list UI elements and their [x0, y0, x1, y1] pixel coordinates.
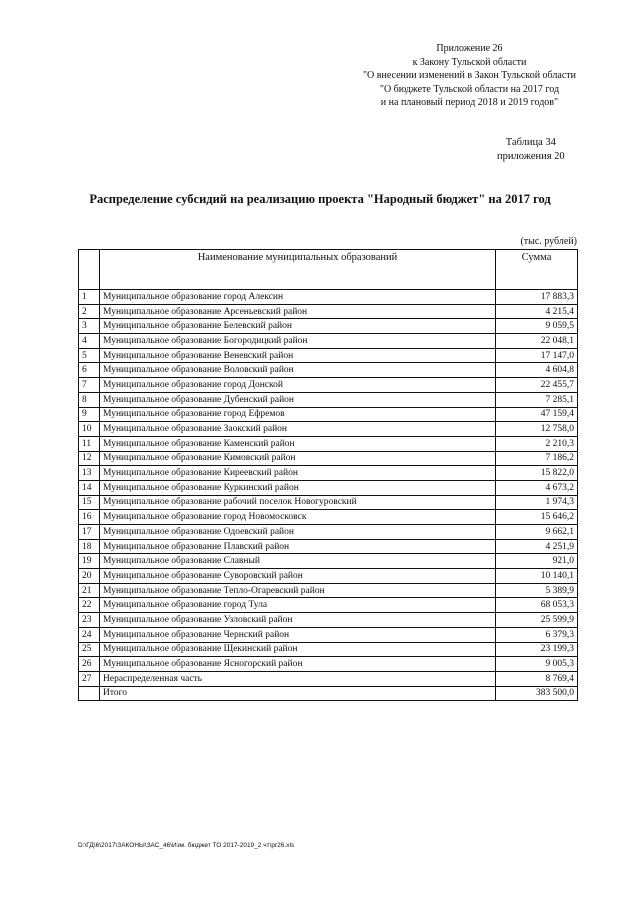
row-number-cell: 6: [79, 363, 100, 378]
row-number-cell: 10: [79, 422, 100, 437]
row-name-cell: Нераспределенная часть: [100, 671, 496, 686]
row-number-cell: 8: [79, 392, 100, 407]
table-row: [79, 407, 578, 422]
row-sum-cell: 4 251,9: [496, 539, 578, 554]
row-number-cell: 1: [79, 290, 100, 305]
units-label: (тыс. рублей): [520, 236, 577, 247]
row-name-cell: Муниципальное образование Чернский район: [100, 627, 496, 642]
row-name-cell: Муниципальное образование Кимовский район: [100, 451, 496, 466]
row-name-cell: Муниципальное образование город Тула: [100, 598, 496, 613]
row-number-cell: 12: [79, 451, 100, 466]
row-number-cell: 25: [79, 642, 100, 657]
file-path-footer: D:\ГД\6\2017\ЗАКОНЫ\ЗАС_46\Изм. бюджет ТО 2017-2019_2 чт\pr26.xls: [78, 842, 295, 849]
table-row: [79, 480, 578, 495]
row-number-cell: 24: [79, 627, 100, 642]
header-line: и на плановый период 2018 и 2019 годов": [380, 97, 559, 108]
row-sum-cell: 22 048,1: [496, 334, 578, 349]
row-sum-cell: 6 379,3: [496, 627, 578, 642]
row-name-cell: Муниципальное образование Киреевский район: [100, 466, 496, 481]
table-row: [79, 378, 578, 393]
row-sum-cell: 8 769,4: [496, 671, 578, 686]
row-name-cell: Муниципальное образование Веневский район: [100, 348, 496, 363]
row-sum-cell: 383 500,0: [496, 686, 578, 701]
table-row: [79, 363, 578, 378]
row-name-cell: Муниципальное образование Суворовский район: [100, 569, 496, 584]
header-number-cell: [79, 250, 100, 290]
row-name-cell: Муниципальное образование город Донской: [100, 378, 496, 393]
table-row: [79, 510, 578, 525]
row-number-cell: 18: [79, 539, 100, 554]
table-row: [79, 466, 578, 481]
row-number-cell: 11: [79, 436, 100, 451]
row-name-cell: Муниципальное образование Каменский район: [100, 436, 496, 451]
row-name-cell: Муниципальное образование Дубенский район: [100, 392, 496, 407]
row-name-cell: Муниципальное образование рабочий поселок Новогуровский: [100, 495, 496, 510]
row-name-cell: Муниципальное образование Плавский район: [100, 539, 496, 554]
row-number-cell: 21: [79, 583, 100, 598]
row-name-cell: Муниципальное образование Одоевский район: [100, 525, 496, 540]
row-name-cell: Муниципальное образование Богородицкий район: [100, 334, 496, 349]
row-name-cell: Муниципальное образование Куркинский район: [100, 480, 496, 495]
row-number-cell: 13: [79, 466, 100, 481]
row-number-cell: 27: [79, 671, 100, 686]
row-name-cell: Муниципальное образование Воловский район: [100, 363, 496, 378]
header-line: "О бюджете Тульской области на 2017 год: [379, 83, 560, 95]
row-name-cell: Итого: [100, 686, 496, 701]
row-sum-cell: 23 199,3: [496, 642, 578, 657]
table-row: [79, 290, 578, 305]
row-name-cell: Муниципальное образование Тепло-Огаревский район: [100, 583, 496, 598]
row-name-cell: Муниципальное образование Узловский район: [100, 613, 496, 628]
subsidy-table: [78, 249, 578, 701]
row-sum-cell: 7 285,1: [496, 392, 578, 407]
row-sum-cell: 4 673,2: [496, 480, 578, 495]
page-title: Распределение субсидий на реализацию проекта "Народный бюджет" на 2017 год: [89, 192, 551, 206]
row-name-cell: Муниципальное образование Щекинский район: [100, 642, 496, 657]
row-number-cell: 20: [79, 569, 100, 584]
row-sum-cell: 10 140,1: [496, 569, 578, 584]
table-row: [79, 422, 578, 437]
header-line: "О внесении изменений в Закон Тульской области: [362, 70, 576, 81]
row-number-cell: 26: [79, 657, 100, 672]
row-sum-cell: 68 053,3: [496, 598, 578, 613]
table-row: [79, 671, 578, 686]
header-sum-cell: Сумма: [496, 250, 578, 290]
row-name-cell: Муниципальное образование город Алексин: [100, 290, 496, 305]
appendix-reference: приложения 20: [497, 151, 565, 162]
row-sum-cell: 4 604,8: [496, 363, 578, 378]
row-number-cell: 5: [79, 348, 100, 363]
header-line: к Закону Тульской области: [412, 56, 527, 68]
row-sum-cell: 4 215,4: [496, 304, 578, 319]
row-name-cell: Муниципальное образование Белевский район: [100, 319, 496, 334]
row-sum-cell: 15 646,2: [496, 510, 578, 525]
row-sum-cell: 22 455,7: [496, 378, 578, 393]
table-row: [79, 598, 578, 613]
row-name-cell: Муниципальное образование город Новомосковск: [100, 510, 496, 525]
row-sum-cell: 9 059,5: [496, 319, 578, 334]
table-row: [79, 686, 578, 701]
row-number-cell: 14: [79, 480, 100, 495]
table-row: [79, 436, 578, 451]
row-sum-cell: 7 186,2: [496, 451, 578, 466]
row-sum-cell: 25 599,9: [496, 613, 578, 628]
row-number-cell: 22: [79, 598, 100, 613]
row-number-cell: 17: [79, 525, 100, 540]
row-sum-cell: 1 974,3: [496, 495, 578, 510]
table-body: [79, 290, 578, 701]
row-number-cell: 7: [79, 378, 100, 393]
table-row: [79, 451, 578, 466]
table-header-row: [79, 250, 578, 290]
table-row: [79, 554, 578, 569]
table-row: [79, 539, 578, 554]
table-row: [79, 334, 578, 349]
row-number-cell: 23: [79, 613, 100, 628]
table-row: [79, 642, 578, 657]
row-sum-cell: 2 210,3: [496, 436, 578, 451]
row-number-cell: [79, 686, 100, 701]
table-row: [79, 319, 578, 334]
row-number-cell: 9: [79, 407, 100, 422]
row-name-cell: Муниципальное образование Заокский район: [100, 422, 496, 437]
table-row: [79, 392, 578, 407]
row-name-cell: Муниципальное образование Славный: [100, 554, 496, 569]
row-sum-cell: 921,0: [496, 554, 578, 569]
row-number-cell: 3: [79, 319, 100, 334]
appendix-header: [363, 42, 576, 110]
row-number-cell: 15: [79, 495, 100, 510]
row-name-cell: Муниципальное образование Арсеньевский район: [100, 304, 496, 319]
row-sum-cell: 17 147,0: [496, 348, 578, 363]
table-row: [79, 304, 578, 319]
row-number-cell: 4: [79, 334, 100, 349]
header-line: Приложение 26: [436, 43, 503, 54]
row-name-cell: Муниципальное образование город Ефремов: [100, 407, 496, 422]
table-row: [79, 569, 578, 584]
header-name-cell: Наименование муниципальных образований: [100, 250, 496, 290]
row-number-cell: 2: [79, 304, 100, 319]
table-number: Таблица 34: [505, 137, 556, 148]
row-sum-cell: 17 883,3: [496, 290, 578, 305]
table-row: [79, 627, 578, 642]
row-sum-cell: 47 159,4: [496, 407, 578, 422]
row-sum-cell: 9 662,1: [496, 525, 578, 540]
row-sum-cell: 12 758,0: [496, 422, 578, 437]
row-name-cell: Муниципальное образование Ясногорский район: [100, 657, 496, 672]
table-row: [79, 657, 578, 672]
table-row: [79, 495, 578, 510]
table-row: [79, 525, 578, 540]
table-reference: [497, 136, 565, 164]
row-sum-cell: 15 822,0: [496, 466, 578, 481]
table-row: [79, 613, 578, 628]
table-row: [79, 348, 578, 363]
row-sum-cell: 5 389,9: [496, 583, 578, 598]
row-number-cell: 19: [79, 554, 100, 569]
row-number-cell: 16: [79, 510, 100, 525]
table-row: [79, 583, 578, 598]
row-sum-cell: 9 005,3: [496, 657, 578, 672]
